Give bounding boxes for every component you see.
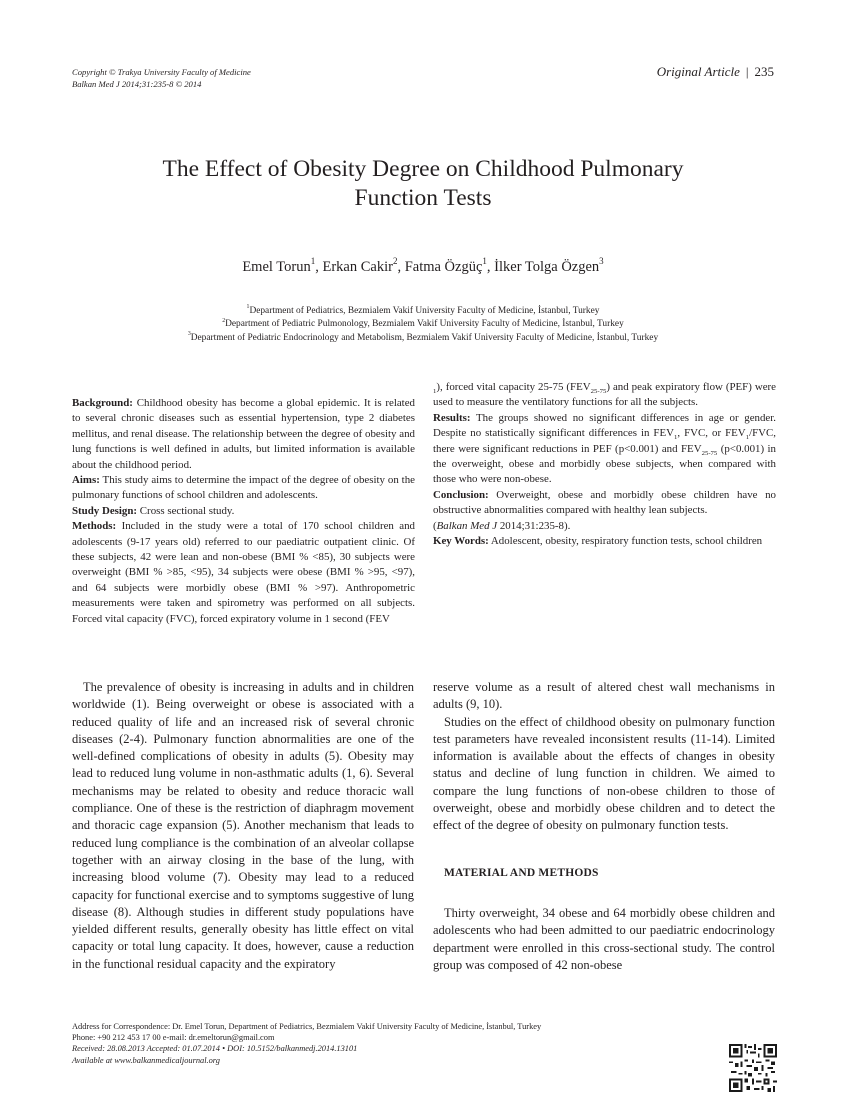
- article-type: Original Article: [656, 64, 740, 79]
- background-text: Childhood obesity has become a global epidemic. It is related to several chronic diseases such as essential hypertension, type 2 diabetes mellitus, and renal disease. The relationship between the degree of obesity and lung functions is well defined in adults, but limited information is available about the childhood period.: [72, 397, 415, 471]
- abstract-left-column: [72, 396, 415, 627]
- methods-text-part: ) and peak expiratory flow (PEF) were used to measure the ventilatory functions for all the subjects.: [433, 381, 776, 409]
- results-text-part: /FVC, there were significant reductions in PEF (p<0.001) and FEV: [433, 427, 776, 455]
- results-text: The groups showed no significant differences in age or gender. Despite no statistically significant differences in FEV: [433, 411, 777, 440]
- body-paragraph: The prevalence of obesity is increasing in adults and in children worldwide (1). Being overweight or obese is associated with a reduced quality of life and an increased risk of several chronic diseases (2-4). Pulmonary function abnormalities are one of the well-defined complications of obesity in adults (5). Obesity may lead to reduced lung volume in non-asthmatic adults (1, 6). Several mechanisms may be related to obesity and reduce thoracic wall compliance. One of these is the restriction of diaphragm movement and thoracic cage expansion (5). Another mechanism that leads to reduced lung compliance is the combination of an alveolar collapse together with an airway closing in the base of the lung, with increasing blood volume (7). Obesity may lead to a reduced capacity for functional exercise and to symptoms suggestive of lung disease (8). Although studies in different study populations have yielded different results, generally obesity has little effect on vital capacity or total lung capacity. It does, however, cause a reduction in the functional residual capacity and the expiratory: [72, 680, 414, 971]
- affiliation-number: 1: [246, 304, 250, 311]
- body-paragraph: Thirty overweight, 34 obese and 64 morbidly obese children and adolescents who had been admitted to our paediatric endocrinology department were enrolled in this cross-sectional study. The control group was composed of 42 non-obese: [433, 905, 775, 972]
- study-design-label: Study Design:: [72, 504, 138, 517]
- keywords-text: Adolescent, obesity, respiratory function tests, school children: [490, 535, 763, 548]
- dates-and-doi: Received: 28.08.2013 Accepted: 01.07.2014 • DOI: 10.5152/balkanmedj.2014.13101: [72, 1044, 358, 1054]
- background-label: Background:: [72, 397, 133, 409]
- affiliations: [100, 305, 746, 345]
- keywords-label: Key Words:: [433, 535, 489, 548]
- author-affiliation-mark: 1: [310, 256, 316, 267]
- methods-subscript: 1: [433, 388, 437, 396]
- author-affiliation-mark: 3: [599, 256, 604, 267]
- methods-text-continued: [433, 381, 776, 408]
- affiliation-text: Department of Pediatrics, Bezmialem Vakif University Faculty of Medicine, İstanbul, Turkey: [249, 306, 600, 316]
- page-number: 235: [754, 64, 774, 79]
- correspondence-address: Address for Correspondence: Dr. Emel Torun, Department of Pediatrics, Bezmialem Vakif University Faculty of Medicine, İstanbul, Turkey: [72, 1022, 542, 1031]
- conclusion-text: Overweight, obese and morbidly obese children have no obstructive abnormalities compared with healthy lean subjects.: [433, 488, 776, 517]
- citation-open-paren: (: [433, 519, 437, 532]
- author-separator: ,: [315, 259, 323, 275]
- title-line-1: The Effect of Obesity Degree on Childhood Pulmonary: [162, 156, 684, 182]
- availability-line: Available at www.balkanmedicaljournal.org: [72, 1055, 220, 1065]
- methods-subscript: 25-75: [590, 388, 607, 396]
- body-paragraph: Studies on the effect of childhood obesity on pulmonary function test parameters have revealed inconsistent results (11-14). Limited information is available about the effects of changes in obesity status and decline of lung function in children. We aimed to compare the lung functions of non-obese children to those of overweight, obese and morbidly obese children and to detect the effect of the degree of obesity on pulmonary function tests.: [433, 714, 775, 833]
- affiliation-text: Department of Pediatric Pulmonology, Bezmialem Vakif University Faculty of Medicine, İstanbul, Turkey: [225, 319, 624, 330]
- qr-code-icon: [729, 1044, 777, 1092]
- author-name: İlker Tolga Özgen: [494, 259, 600, 275]
- study-design-text: Cross sectional study.: [139, 504, 235, 517]
- methods-label: Methods:: [72, 520, 117, 533]
- body-paragraph: reserve volume as a result of altered chest wall mechanisms in adults (9, 10).: [433, 680, 775, 712]
- affiliation-line: [100, 332, 746, 345]
- header-left: [72, 66, 251, 90]
- copyright-line: Copyright © Trakya University Faculty of Medicine: [72, 67, 251, 77]
- citation-rest: 2014;31:235-8).: [497, 519, 571, 532]
- footer: [72, 1021, 541, 1066]
- affiliation-text: Department of Pediatric Endocrinology and Metabolism, Bezmialem Vakif University Faculty of Medicine, İstanbul, Turkey: [190, 332, 659, 343]
- methods-text-part: ), forced vital capacity 25-75 (FEV: [436, 381, 591, 393]
- header-right: [657, 64, 774, 80]
- abstract-right-column: [433, 380, 776, 549]
- article-title: [100, 155, 746, 213]
- author-name: Fatma Özgüç: [404, 259, 483, 275]
- methods-text: Included in the study were a total of 170 school children and adolescents (9-17 years old) referred to our paediatric outpatient clinic. Of these subjects, 42 were lean and non-obese (BMI % <85), 30 subjects were overweight (BMI % >85, <95), 34 subjects were obese (BMI % >95, <97), and 64 subjects were morbidly obese (BMI % >97). Anthropometric measurements were taken and spirometry was performed on all subjects. Forced vital capacity (FVC), forced expiratory volume in 1 second (FEV: [72, 520, 415, 625]
- author-name: Erkan Cakir: [322, 259, 393, 275]
- author-separator: ,: [397, 259, 405, 275]
- header-separator: |: [745, 64, 749, 79]
- results-subscript: 25-75: [701, 449, 718, 457]
- author-list: [100, 256, 746, 276]
- journal-citation: Balkan Med J 2014;31:235-8 © 2014: [72, 79, 202, 89]
- affiliation-number: 2: [222, 317, 226, 324]
- correspondence-contact: Phone: +90 212 453 17 00 e-mail: dr.emeltorun@gmail.com: [72, 1033, 275, 1043]
- author-name: Emel Torun: [242, 259, 311, 275]
- title-line-2: Function Tests: [354, 185, 492, 211]
- results-subscript: 1: [674, 434, 678, 442]
- conclusion-label: Conclusion:: [433, 488, 489, 501]
- results-text-part: , FVC, or FEV: [677, 427, 746, 440]
- citation-journal: Balkan Med J: [436, 519, 498, 532]
- results-label: Results:: [433, 411, 471, 424]
- affiliation-line: [100, 318, 746, 331]
- aims-text: This study aims to determine the impact of the degree of obesity on the pulmonary functions of school children and adolescents.: [72, 474, 415, 502]
- affiliation-line: [100, 305, 746, 318]
- author-separator: ,: [486, 259, 495, 275]
- author-affiliation-mark: 1: [482, 256, 487, 267]
- results-subscript: 1: [745, 434, 750, 442]
- author-affiliation-mark: 2: [392, 256, 398, 267]
- section-heading: MATERIAL AND METHODS: [444, 866, 599, 879]
- aims-label: Aims:: [72, 474, 100, 487]
- affiliation-number: 3: [187, 331, 191, 338]
- body-right-column: [433, 679, 775, 974]
- body-left-column: [72, 679, 414, 973]
- abstract-citation: [433, 520, 570, 532]
- results-text-part: (p<0.001) in the overweight, obese and morbidly obese subjects, when compared with those who were non-obese.: [433, 442, 776, 486]
